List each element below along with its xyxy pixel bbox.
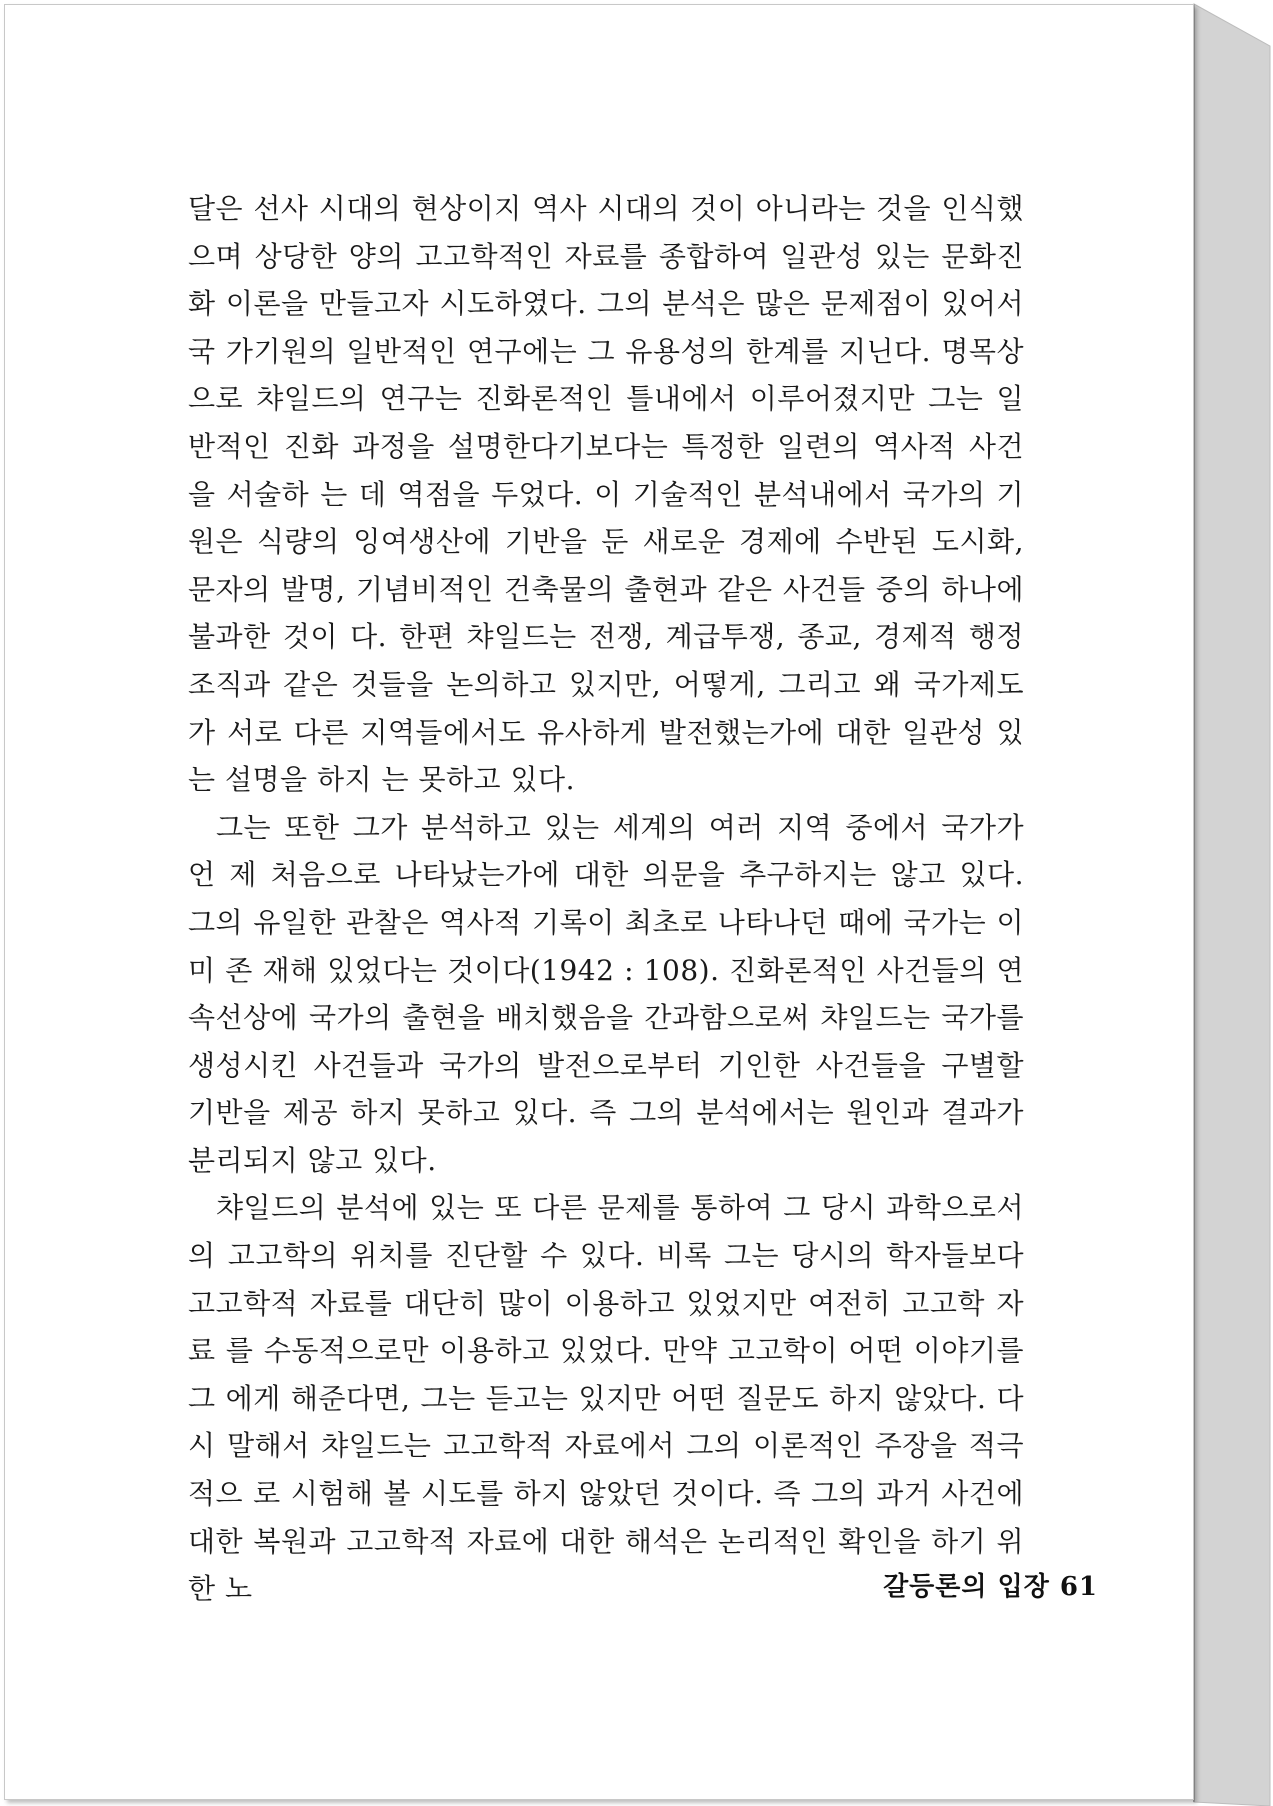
text-line: 에게 해준다면, 그는 듣고는 있지만 어떤 질문도 하지 않았다. 다시 [188,1381,1024,1463]
paragraph-3 [188,1184,1024,1612]
text-line: 챠일드의 연구는 진화론적인 틀내에서 이루어졌지만 그는 일반적인 [188,382,1024,463]
text-line: 를 수동적으로만 이용하고 있었다. 만약 고고학이 어떤 이야기를 그 [188,1334,1024,1415]
page-number: 61 [1059,1572,1098,1602]
text-line: 로 시험해 볼 시도를 하지 않았던 것이다. 즉 그의 과거 사건에 대한 [188,1477,1024,1558]
text-line: 있다. [372,1143,437,1177]
text-line: 사건들과 국가의 발전으로부터 기인한 사건들을 구별할 기반을 제공 [188,1048,1025,1130]
text-line: 는 데 역점을 두었다. 이 기술적인 분석내에서 국가의 기원은 식량의 [188,477,1025,559]
paragraph-2 [188,804,1024,1185]
text-line: 가기원의 일반적인 연구에는 그 유용성의 한계를 지닌다. 명목상으로 [188,334,1024,416]
running-title: 갈등론의 입장 [883,1572,1050,1602]
page-footer [883,1566,1098,1603]
text-line: 유일한 관찰은 역사적 기록이 최초로 나타나던 때에 국가는 이미 존 [188,905,1025,987]
text-line: 것들을 논의하고 있지만, 어떻게, 그리고 왜 국가제도가 서로 다른 [188,667,1024,749]
text-line: 이론을 만들고자 시도하였다. 그의 분석은 많은 문제점이 있어서 국 [188,287,1024,368]
text-line: 하지 못하고 있다. 즉 그의 분석에서는 원인과 결과가 분리되지 않고 [188,1096,1024,1177]
text-line: 달은 선사 시대의 현상이지 역사 시대의 것이 아니라는 것을 인식했 [188,192,1024,225]
text-line: 복원과 고고학적 자료에 대한 해석은 논리적인 확인을 하기 위한 노 [188,1524,1025,1606]
text-line: 진화 과정을 설명한다기보다는 특정한 일련의 역사적 사건을 서술하 [188,429,1024,511]
body-text [188,185,1024,1613]
text-line: 제 처음으로 나타났는가에 대한 의문을 추구하지는 않고 있다. 그의 [188,858,1024,939]
text-line: 챠일드의 분석에 있는 또 다른 문제를 통하여 그 당시 과학으로서 [216,1191,1024,1225]
text-line: 국가의 출현을 배치했음을 간과함으로써 챠일드는 국가를 생성시킨 [188,1001,1024,1082]
text-line: 재해 있었다는 것이다(1942 : 108). 진화론적인 사건들의 연속선상에 [188,953,1025,1035]
text-line: 그는 또한 그가 분석하고 있는 세계의 여러 지역 중에서 국가가 언 [188,810,1024,892]
text-line: 의 고고학의 위치를 진단할 수 있다. 비록 그는 당시의 학자들보다 [188,1239,1024,1273]
text-line: 기념비적인 건축물의 출현과 같은 사건들 중의 하나에 불과한 것이 [188,572,1025,654]
text-line: 지역들에서도 유사하게 발전했는가에 대한 일관성 있는 설명을 하지 [188,715,1025,797]
text-line: 으며 상당한 양의 고고학적인 자료를 종합하여 일관성 있는 문화진화 [188,239,1024,321]
text-line: 말해서 챠일드는 고고학적 자료에서 그의 이론적인 주장을 적극적으 [188,1429,1024,1511]
text-line: 고고학적 자료를 대단히 많이 이용하고 있었지만 여전히 고고학 자료 [188,1286,1024,1368]
text-line: 는 못하고 있다. [381,763,575,797]
text-line: 다. 한편 챠일드는 전쟁, 계급투쟁, 종교, 경제적 행정조직과 같은 [188,620,1024,701]
paragraph-1 [188,185,1024,804]
text-line: 잉여생산에 기반을 둔 새로운 경제에 수반된 도시화, 문자의 발명, [188,525,1024,606]
